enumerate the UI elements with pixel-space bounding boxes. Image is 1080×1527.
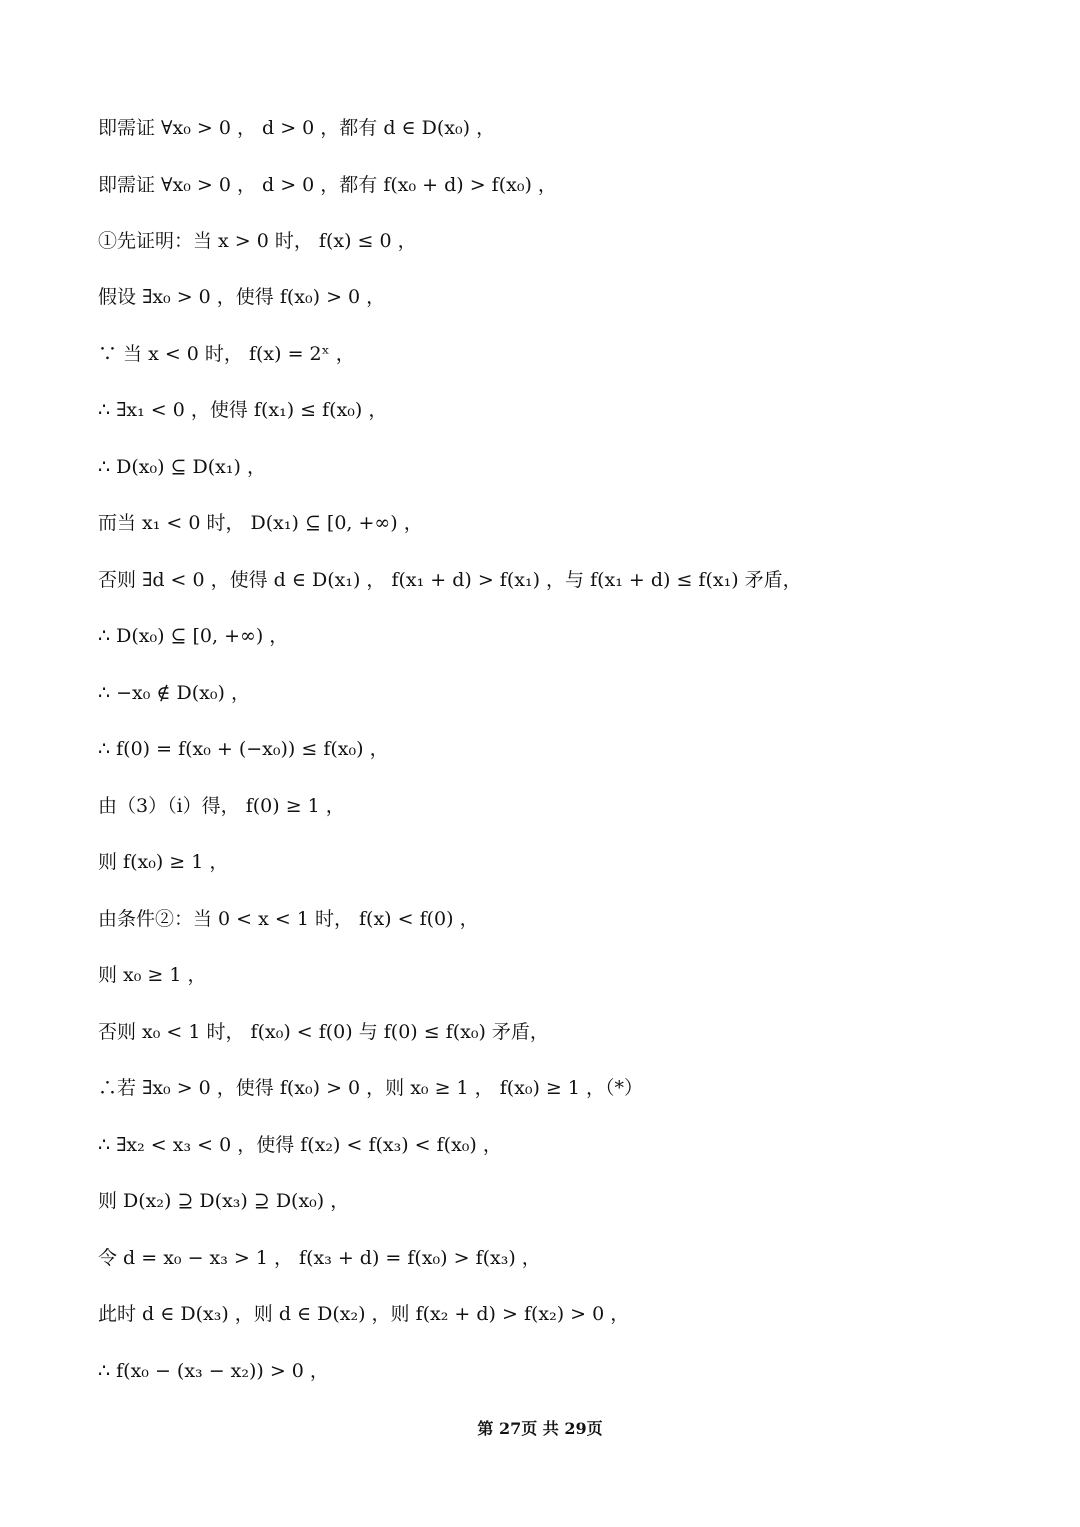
text-line: 令 d = x₀ − x₃ > 1 ， f(x₃ + d) = f(x₀) > f(x₃) ， xyxy=(98,1247,541,1269)
text-line: ∴ ∃x₁ < 0 ，使得 f(x₁) ≤ f(x₀) ， xyxy=(98,399,388,421)
text-line: 则 D(x₂) ⊇ D(x₃) ⊇ D(x₀) ， xyxy=(98,1190,350,1212)
text-line: ∵ 当 x < 0 时， f(x) = 2ˣ ， xyxy=(98,343,355,365)
text-line: ①先证明：当 x > 0 时， f(x) ≤ 0 ， xyxy=(98,230,417,252)
text-line: 假设 ∃x₀ > 0 ，使得 f(x₀) > 0 ， xyxy=(98,286,386,308)
page-number-footer: 第 27页 共 29页 xyxy=(477,1419,603,1438)
text-line: ∴ f(0) = f(x₀ + (−x₀)) ≤ f(x₀) ， xyxy=(98,738,389,760)
text-line: 由条件②：当 0 < x < 1 时， f(x) < f(0) ， xyxy=(98,908,479,930)
text-line: ∴ f(x₀ − (x₃ − x₂)) > 0 ， xyxy=(98,1360,329,1382)
text-line: 否则 ∃d < 0 ，使得 d ∈ D(x₁) ， f(x₁ + d) > f(x₁) ，与 f(x₁ + d) ≤ f(x₁) 矛盾， xyxy=(98,569,802,591)
text-line: ∴ ∃x₂ < x₃ < 0 ，使得 f(x₂) < f(x₃) < f(x₀) ， xyxy=(98,1134,502,1156)
text-line: 即需证 ∀x₀ > 0 ， d > 0 ，都有 f(x₀ + d) > f(x₀) ， xyxy=(98,174,557,196)
text-line: ∴ D(x₀) ⊆ D(x₁) ， xyxy=(98,456,266,478)
text-line: 否则 x₀ < 1 时， f(x₀) < f(0) 与 f(0) ≤ f(x₀) 矛盾， xyxy=(98,1021,549,1043)
text-line: ∴若 ∃x₀ > 0 ，使得 f(x₀) > 0 ，则 x₀ ≥ 1 ， f(x₀) ≥ 1 ，（*） xyxy=(98,1077,644,1099)
text-line: 即需证 ∀x₀ > 0 ， d > 0 ，都有 d ∈ D(x₀) ， xyxy=(98,117,496,139)
text-line: ∴ −x₀ ∉ D(x₀) ， xyxy=(98,682,250,704)
text-line: 由（3）（i）得， f(0) ≥ 1 ， xyxy=(98,795,345,817)
text-line: 则 f(x₀) ≥ 1 ， xyxy=(98,851,229,873)
text-line: 而当 x₁ < 0 时， D(x₁) ⊆ [0, +∞) ， xyxy=(98,512,423,534)
text-line: 此时 d ∈ D(x₃) ，则 d ∈ D(x₂) ，则 f(x₂ + d) > f(x₂) > 0 ， xyxy=(98,1303,630,1325)
text-line: ∴ D(x₀) ⊆ [0, +∞) ， xyxy=(98,625,289,647)
text-line: 则 x₀ ≥ 1 ， xyxy=(98,964,207,986)
